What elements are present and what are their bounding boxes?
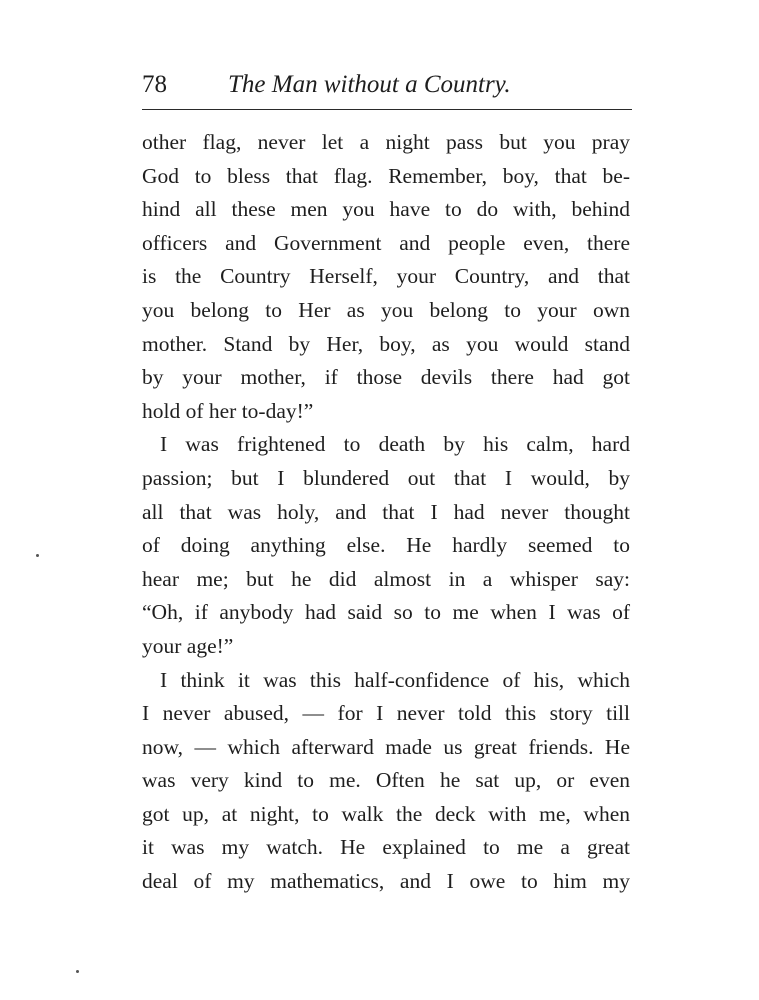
text-line: is the Country Herself, your Country, and that (142, 264, 630, 289)
text-line: deal of my mathematics, and I owe to him my (142, 869, 630, 894)
running-head (142, 66, 632, 106)
text-line: hold of her to-day!” (142, 398, 314, 423)
body-text (142, 126, 630, 899)
text-line: of doing anything else. He hardly seemed to (142, 533, 630, 558)
paragraph-start-line: I was frightened to death by his calm, hard (160, 432, 630, 457)
paper-speck (36, 554, 39, 557)
paper-speck (76, 970, 79, 973)
text-line: God to bless that flag. Remember, boy, that be- (142, 163, 630, 188)
running-title: The Man without a Country. (228, 71, 511, 98)
paragraph-start-line: I think it was this half-confidence of his, which (160, 667, 630, 692)
text-line: mother. Stand by Her, boy, as you would stand (142, 331, 630, 356)
text-line: I never abused, — for I never told this story till (142, 701, 630, 726)
text-line: passion; but I blundered out that I would, by (142, 465, 630, 490)
text-line: other flag, never let a night pass but you pray (142, 130, 630, 154)
page-number: 78 (142, 71, 167, 98)
text-line: it was my watch. He explained to me a great (142, 835, 630, 860)
text-line: hear me; but he did almost in a whisper say: (142, 566, 630, 591)
text-line: was very kind to me. Often he sat up, or even (142, 768, 630, 793)
text-line: officers and Government and people even, there (142, 230, 630, 255)
text-line: got up, at night, to walk the deck with me, when (142, 801, 630, 826)
text-line: now, — which afterward made us great friends. He (142, 734, 630, 759)
header-rule (142, 109, 632, 110)
text-line: you belong to Her as you belong to your own (142, 297, 630, 322)
text-line: all that was holy, and that I had never thought (142, 499, 630, 524)
text-line: hind all these men you have to do with, behind (142, 197, 630, 222)
text-line: by your mother, if those devils there had got (142, 365, 630, 390)
text-line: your age!” (142, 633, 234, 658)
text-line: “Oh, if anybody had said so to me when I was of (142, 600, 630, 625)
